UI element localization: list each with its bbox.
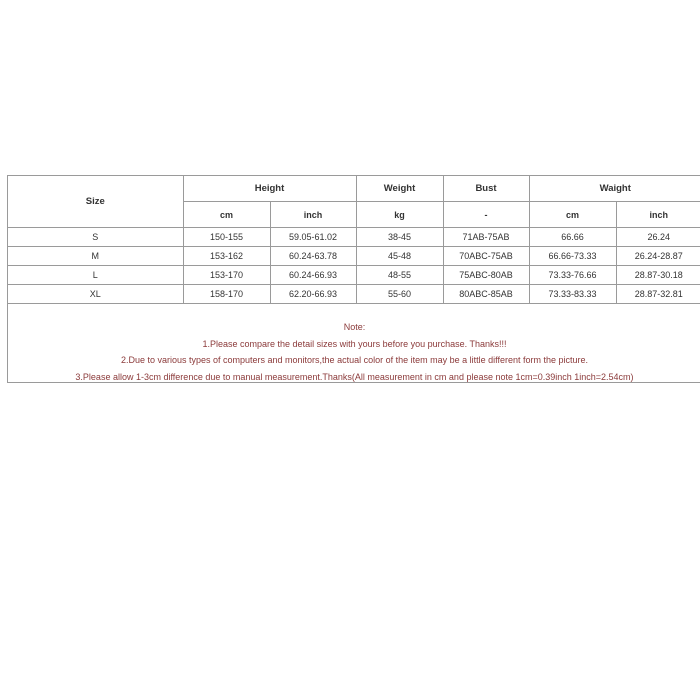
height-inch-cell: 60.24-66.93 — [270, 266, 356, 285]
size-chart — [7, 175, 700, 383]
waist-cm-cell: 73.33-76.66 — [529, 266, 616, 285]
height-header: Height — [183, 176, 356, 202]
waist-cm-cell: 66.66 — [529, 228, 616, 247]
bust-header: Bust — [443, 176, 529, 202]
weight-kg-header: kg — [356, 202, 443, 228]
height-cm-cell: 150-155 — [183, 228, 270, 247]
table-row — [8, 247, 700, 266]
size-table — [8, 176, 700, 304]
height-inch-header: inch — [270, 202, 356, 228]
size-cell: XL — [8, 285, 183, 304]
note-line-2: 2.Due to various types of computers and monitors,the actual color of the item may be a little different form the picture. — [120, 355, 589, 365]
height-inch-cell: 59.05-61.02 — [270, 228, 356, 247]
size-cell: L — [8, 266, 183, 285]
height-cm-cell: 153-162 — [183, 247, 270, 266]
waist-inch-cell: 28.87-30.18 — [616, 266, 700, 285]
weight-kg-cell: 45-48 — [356, 247, 443, 266]
bust-cell: 71AB-75AB — [443, 228, 529, 247]
waist-inch-cell: 26.24-28.87 — [616, 247, 700, 266]
waist-inch-header: inch — [616, 202, 700, 228]
waist-cm-cell: 66.66-73.33 — [529, 247, 616, 266]
notes-section — [8, 319, 700, 385]
waist-header: Waight — [529, 176, 700, 202]
height-inch-cell: 60.24-63.78 — [270, 247, 356, 266]
weight-kg-cell: 55-60 — [356, 285, 443, 304]
bust-cell: 75ABC-80AB — [443, 266, 529, 285]
size-cell: S — [8, 228, 183, 247]
height-cm-header: cm — [183, 202, 270, 228]
size-cell: M — [8, 247, 183, 266]
waist-inch-cell: 26.24 — [616, 228, 700, 247]
bust-unit-header: - — [443, 202, 529, 228]
height-cm-cell: 153-170 — [183, 266, 270, 285]
bust-cell: 70ABC-75AB — [443, 247, 529, 266]
note-line-1: 1.Please compare the detail sizes with yours before you purchase. Thanks!!! — [202, 338, 507, 349]
height-cm-cell: 158-170 — [183, 285, 270, 304]
weight-kg-cell: 48-55 — [356, 266, 443, 285]
table-header-row — [8, 176, 700, 202]
table-row — [8, 285, 700, 304]
note-title: Note: — [343, 322, 366, 332]
note-line-3: 3.Please allow 1-3cm difference due to manual measurement.Thanks(All measurement in cm and please note 1cm=0.39inch 1inch=2.54cm) — [75, 371, 634, 382]
size-column-header: Size — [8, 176, 183, 228]
table-row — [8, 266, 700, 285]
weight-header: Weight — [356, 176, 443, 202]
weight-kg-cell: 38-45 — [356, 228, 443, 247]
table-row — [8, 228, 700, 247]
height-inch-cell: 62.20-66.93 — [270, 285, 356, 304]
waist-cm-cell: 73.33-83.33 — [529, 285, 616, 304]
waist-cm-header: cm — [529, 202, 616, 228]
bust-cell: 80ABC-85AB — [443, 285, 529, 304]
waist-inch-cell: 28.87-32.81 — [616, 285, 700, 304]
